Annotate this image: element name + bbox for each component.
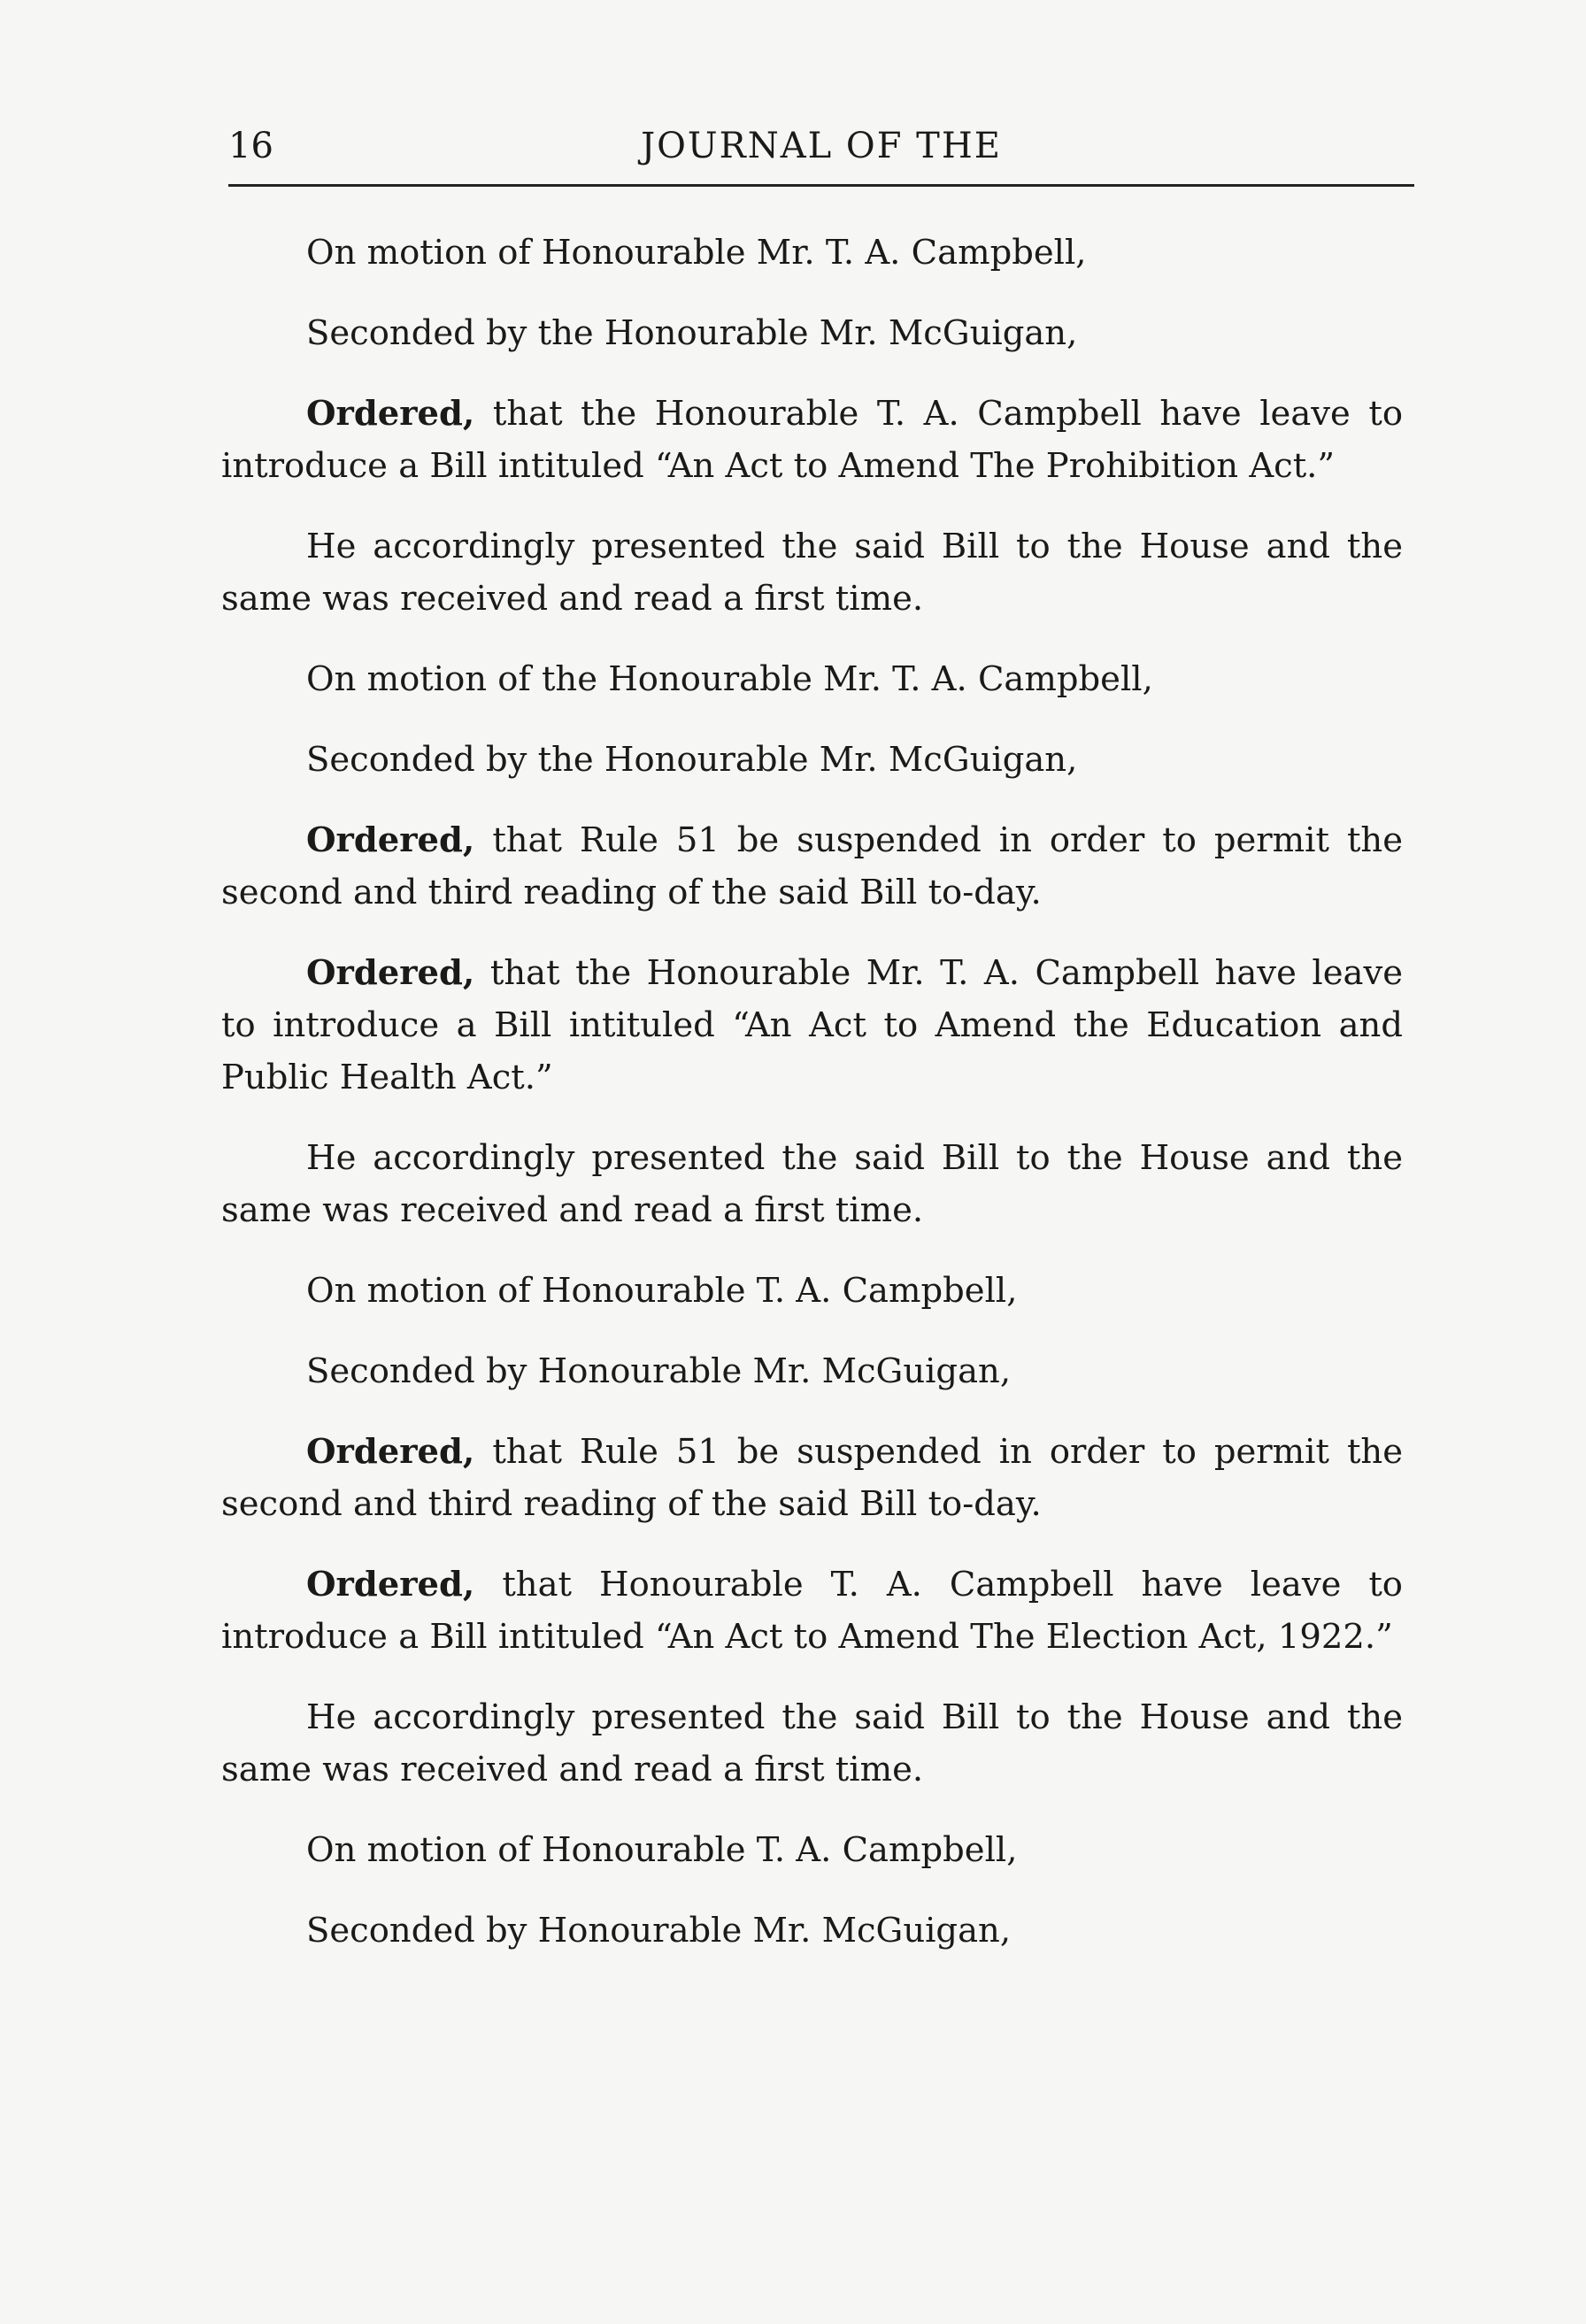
paragraph-presented: He accordingly presented the said Bill to the House and the same was received and read a first time. <box>221 527 1403 619</box>
paragraph-presented: He accordingly presented the said Bill to the House and the same was received and read a first time. <box>221 1697 1403 1789</box>
running-head <box>228 124 1414 168</box>
paragraph-seconded: Seconded by Honourable Mr. McGuigan, <box>306 1911 1012 1951</box>
page-number: 16 <box>228 126 273 166</box>
paragraph-seconded: Seconded by Honourable Mr. McGuigan, <box>306 1351 1012 1391</box>
journal-body <box>221 227 1403 1985</box>
ordered-label: Ordered, <box>306 820 475 860</box>
paragraph-motion: On motion of Honourable T. A. Campbell, <box>306 1271 1018 1311</box>
paragraph-ordered: Ordered, that the Honourable Mr. T. A. Campbell have leave to introduce a Bill intituled “An Act to Amend the Education and Public Health Act.” <box>221 953 1403 1097</box>
ordered-label: Ordered, <box>306 394 475 434</box>
paragraph-ordered: Ordered, that Rule 51 be suspended in order to permit the second and third reading of the said Bill to-day. <box>221 1432 1403 1524</box>
paragraph-motion: On motion of Honourable Mr. T. A. Campbell, <box>306 233 1087 273</box>
running-title: JOURNAL OF THE <box>641 126 1002 166</box>
ordered-label: Ordered, <box>306 953 475 993</box>
ordered-label: Ordered, <box>306 1565 475 1604</box>
paragraph-ordered: Ordered, that Rule 51 be suspended in order to permit the second and third reading of the said Bill to-day. <box>221 820 1403 912</box>
paragraph-motion: On motion of the Honourable Mr. T. A. Campbell, <box>306 659 1153 699</box>
paragraph-seconded: Seconded by the Honourable Mr. McGuigan, <box>306 313 1078 353</box>
ordered-label: Ordered, <box>306 1432 475 1472</box>
paragraph-ordered: Ordered, that Honourable T. A. Campbell have leave to introduce a Bill intituled “An Act to Amend The Election Act, 1922.” <box>221 1565 1403 1657</box>
paragraph-ordered: Ordered, that the Honourable T. A. Campbell have leave to introduce a Bill intituled “An Act to Amend The Prohibition Act.” <box>221 394 1403 486</box>
paragraph-presented: He accordingly presented the said Bill to the House and the same was received and read a first time. <box>221 1138 1403 1230</box>
header-rule <box>228 184 1414 187</box>
paragraph-motion: On motion of Honourable T. A. Campbell, <box>306 1830 1018 1870</box>
paragraph-seconded: Seconded by the Honourable Mr. McGuigan, <box>306 740 1078 780</box>
